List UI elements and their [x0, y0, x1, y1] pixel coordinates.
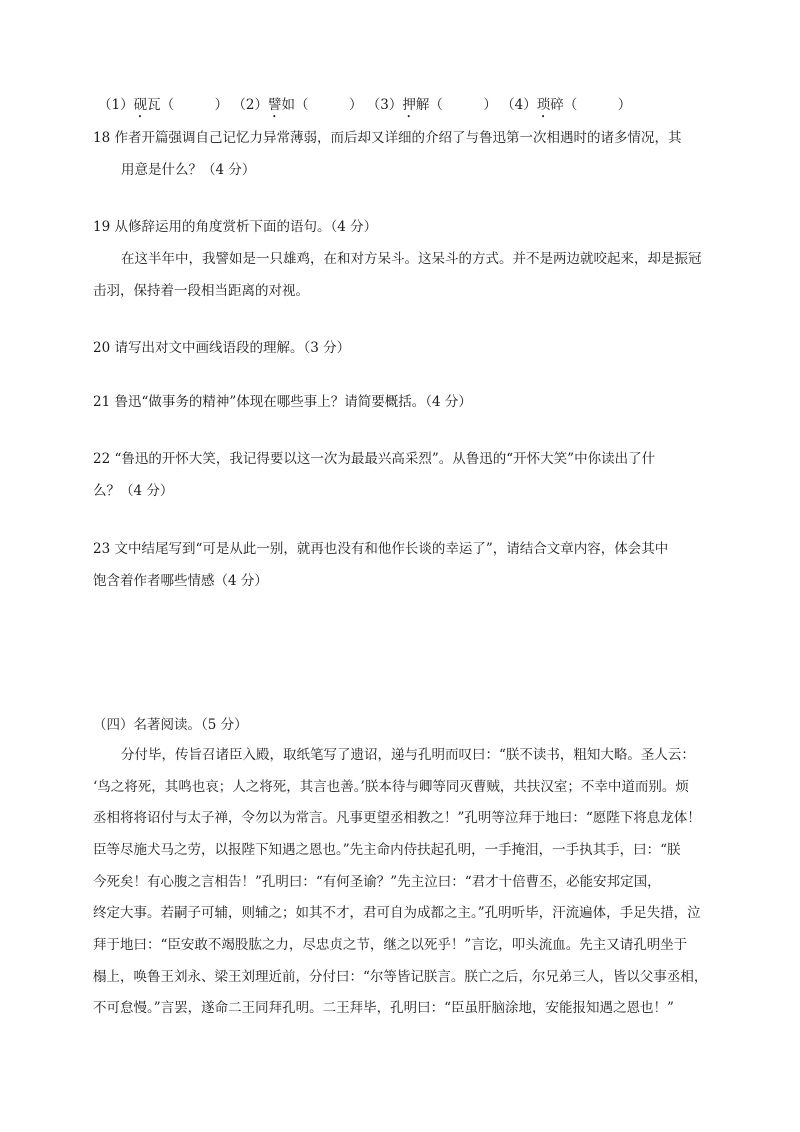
vocab-item-1: （1）砚瓦（ ）	[98, 97, 229, 113]
vocab-item-3: （3）押解（ ）	[366, 97, 497, 113]
passage-line: 不可怠慢。”言罢，遂命二王同拜孔明。二王拜毕，孔明曰：“臣虽肝脑涂地，安能报知遇之恩也！”	[93, 1000, 674, 1016]
passage-line: 丞相将将诏付与太子禅，令勿以为常言。凡事更望丞相教之！”孔明等泣拜于地曰：“愿陛下将息龙体！	[93, 810, 701, 826]
question-23-line-2: 饱含着作者哪些情感（4 分）	[93, 573, 268, 589]
passage-line: ‘鸟之将死，其鸣也哀；人之将死，其言也善。’朕本待与卿等同灭曹贼，共扶汉室；不幸中道而别。烦	[93, 779, 689, 795]
question-22-line-1: 22 “鲁迅的开怀大笑，我记得要以这一次为最最兴高采烈”。从鲁迅的“开怀大笑”中你读出了什	[93, 451, 656, 467]
passage-line: 臣等尽施犬马之劳，以报陛下知遇之恩也。”先主命内侍扶起孔明，一手掩泪，一手执其手，曰：“朕	[93, 842, 681, 858]
passage-line: 榻上，唤鲁王刘永、梁王刘理近前，分付曰：“尔等皆记朕言。朕亡之后，尔兄弟三人，皆以父事丞相，	[93, 969, 708, 985]
question-18-line-2: 用意是什么？（4 分）	[121, 162, 256, 178]
question-19-title: 19 从修辞运用的角度赏析下面的语句。（4 分）	[93, 219, 378, 235]
answer-blank[interactable]: （ ）	[563, 97, 632, 113]
question-22-line-2: 么？（4 分）	[93, 483, 174, 499]
passage-line: 拜于地曰：“臣安敢不竭股肱之力，尽忠贞之节，继之以死乎！”言讫，叩头流血。先主又请孔明坐于	[93, 937, 688, 953]
question-23-line-1: 23 文中结尾写到“可是从此一别，就再也没有和他作长谈的幸运了”，请结合文章内容，体会其中	[93, 541, 669, 557]
question-21: 21 鲁迅“做事务的精神”体现在哪些事上？请简要概括。（4 分）	[93, 394, 472, 410]
question-19-quote-line-1: 在这半年中，我譬如是一只雄鸡，在和对方呆斗。这呆斗的方式。并不是两边就咬起来，却是振冠	[121, 251, 702, 267]
vocab-item-4: （4）琐碎（ ）	[501, 97, 632, 113]
passage-line: 分付毕，传旨召诸臣入殿，取纸笔写了遗诏，递与孔明而叹曰：“朕不读书，粗知大略。圣人云：	[121, 747, 695, 763]
answer-blank[interactable]: （ ）	[294, 97, 363, 113]
question-18-line-1: 18 作者开篇强调自己记忆力异常薄弱，而后却又详细的介绍了与鲁迅第一次相遇时的诸多情况，其	[93, 130, 682, 146]
vocab-line	[98, 96, 631, 121]
passage-line: 终定大事。若嗣子可辅，则辅之；如其不才，君可自为成都之主。”孔明听毕，汗流遍体，手足失措，泣	[93, 905, 701, 921]
section-4-heading: （四）名著阅读。（5 分）	[93, 717, 248, 733]
vocab-item-2: （2）譬如（ ）	[232, 97, 363, 113]
answer-blank[interactable]: （ ）	[429, 97, 497, 113]
passage-line: 今死矣！有心腹之言相告！”孔明曰：“有何圣谕？”先主泣曰：“君才十倍曹丕，必能安邦定国，	[93, 874, 661, 890]
answer-blank[interactable]: （ ）	[160, 97, 229, 113]
question-20: 20 请写出对文中画线语段的理解。（3 分）	[93, 340, 351, 356]
question-19-quote-line-2: 击羽，保持着一段相当距离的对视。	[93, 283, 309, 299]
